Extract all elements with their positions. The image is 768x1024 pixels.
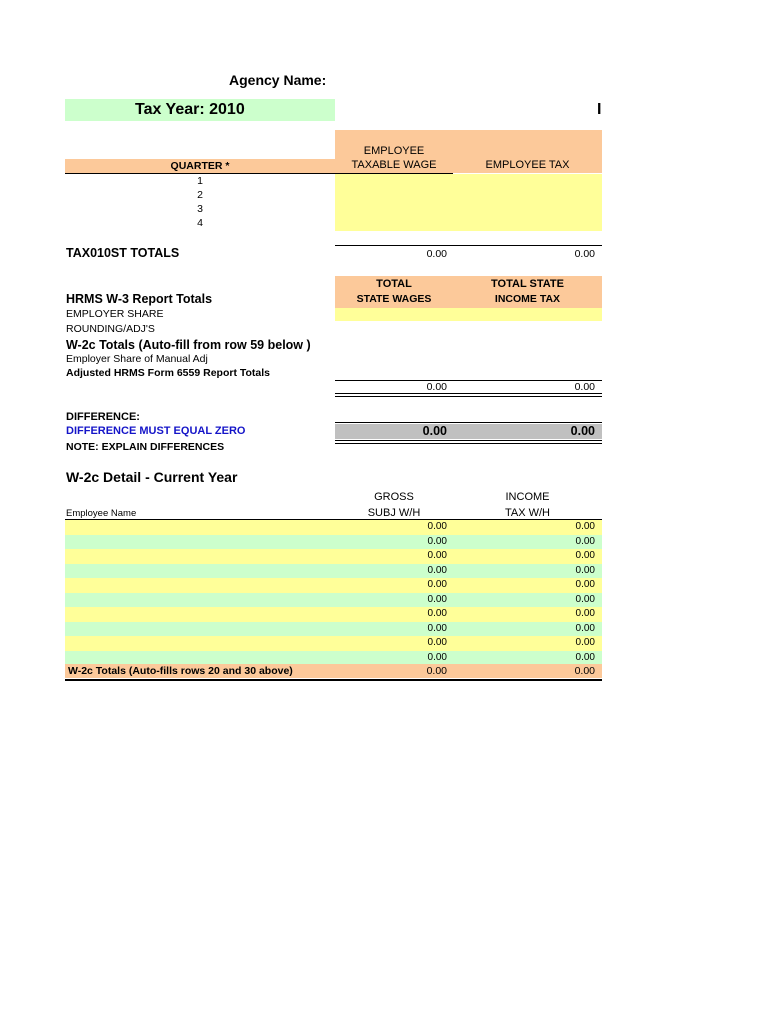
difference-label: DIFFERENCE: xyxy=(66,411,140,423)
table-row[interactable] xyxy=(65,622,602,637)
employer-share-label: EMPLOYER SHARE xyxy=(66,308,164,320)
income-tax-cell: 0.00 xyxy=(575,651,595,663)
gross-subj-cell: 0.00 xyxy=(427,651,447,663)
hrms-input-row[interactable] xyxy=(335,308,602,321)
hrms-title: HRMS W-3 Report Totals xyxy=(66,292,213,306)
income-tax-cell: 0.00 xyxy=(575,550,595,561)
table-row[interactable] xyxy=(65,607,602,622)
employer-manual-adj-label: Employer Share of Manual Adj xyxy=(66,353,208,365)
rounding-label: ROUNDING/ADJ'S xyxy=(66,323,155,335)
clipped-title-char: I xyxy=(597,101,602,118)
table-row[interactable] xyxy=(65,520,602,535)
gross-subj-cell: 0.00 xyxy=(427,593,447,605)
income-tax-cell: 0.00 xyxy=(575,579,595,590)
difference-tax: 0.00 xyxy=(570,424,595,438)
col-state-line2: INCOME TAX xyxy=(494,293,561,305)
w2c-totals-label: W-2c Totals (Auto-fill from row 59 below ) xyxy=(66,338,311,352)
w2c-totals-row xyxy=(65,664,602,678)
quarter-1: 1 xyxy=(197,175,203,187)
col-employee-name: Employee Name xyxy=(66,508,137,519)
income-tax-cell: 0.00 xyxy=(575,593,595,605)
tax010st-tax-total: 0.00 xyxy=(574,248,595,260)
table-row[interactable] xyxy=(65,593,602,608)
adjusted-tax: 0.00 xyxy=(574,381,595,393)
table-row[interactable] xyxy=(65,651,602,666)
col-quarter: QUARTER * xyxy=(170,160,230,172)
col-total-line2: STATE WAGES xyxy=(356,293,432,305)
gross-subj-cell: 0.00 xyxy=(427,550,447,561)
col-total-line1: TOTAL xyxy=(376,278,412,290)
tax-year-label: Tax Year: 2010 xyxy=(135,101,245,118)
quarter-2: 2 xyxy=(197,189,203,201)
income-tax-cell: 0.00 xyxy=(575,637,595,648)
agency-name-label: Agency Name: xyxy=(229,72,327,88)
income-tax-cell: 0.00 xyxy=(575,535,595,547)
col-gross-line1: GROSS xyxy=(374,491,414,503)
col-income-line2: TAX W/H xyxy=(504,507,550,519)
gross-subj-cell: 0.00 xyxy=(427,608,447,619)
table-row[interactable] xyxy=(65,549,602,564)
tax010st-wage-total: 0.00 xyxy=(426,248,447,260)
tax-year-banner xyxy=(65,99,335,121)
income-tax-cell: 0.00 xyxy=(575,521,595,532)
gross-subj-cell: 0.00 xyxy=(427,564,447,576)
gross-subj-cell: 0.00 xyxy=(427,622,447,634)
quarter-4: 4 xyxy=(197,217,203,229)
col-wage-line2: TAXABLE WAGE xyxy=(351,159,437,171)
table-row[interactable] xyxy=(65,578,602,593)
w2c-totals-gross: 0.00 xyxy=(426,665,447,677)
table-row[interactable] xyxy=(65,636,602,651)
adjusted-totals-label: Adjusted HRMS Form 6559 Report Totals xyxy=(66,367,271,379)
col-wage-line1: EMPLOYEE xyxy=(363,145,425,157)
col-tax: EMPLOYEE TAX xyxy=(485,159,570,171)
income-tax-cell: 0.00 xyxy=(575,564,595,576)
gross-subj-cell: 0.00 xyxy=(427,637,447,648)
tax010st-label: TAX010ST TOTALS xyxy=(66,246,180,260)
gross-subj-cell: 0.00 xyxy=(427,579,447,590)
income-tax-cell: 0.00 xyxy=(575,608,595,619)
gross-subj-cell: 0.00 xyxy=(427,535,447,547)
quarter-3: 3 xyxy=(197,203,203,215)
difference-note: NOTE: EXPLAIN DIFFERENCES xyxy=(66,441,225,453)
gross-subj-cell: 0.00 xyxy=(427,521,447,532)
w2c-detail-title: W-2c Detail - Current Year xyxy=(66,469,238,485)
col-income-line1: INCOME xyxy=(505,491,550,503)
income-tax-cell: 0.00 xyxy=(575,622,595,634)
table-row[interactable] xyxy=(65,564,602,579)
adjusted-wages: 0.00 xyxy=(426,381,447,393)
quarter-input-area[interactable] xyxy=(335,174,602,231)
difference-must-equal: DIFFERENCE MUST EQUAL ZERO xyxy=(66,425,246,437)
col-state-line1: TOTAL STATE xyxy=(491,278,564,290)
w2c-totals-income: 0.00 xyxy=(574,665,595,677)
w2c-totals-row-label: W-2c Totals (Auto-fills rows 20 and 30 above) xyxy=(68,665,293,677)
difference-wages: 0.00 xyxy=(422,424,447,438)
col-gross-line2: SUBJ W/H xyxy=(367,507,421,519)
table-row[interactable] xyxy=(65,535,602,550)
